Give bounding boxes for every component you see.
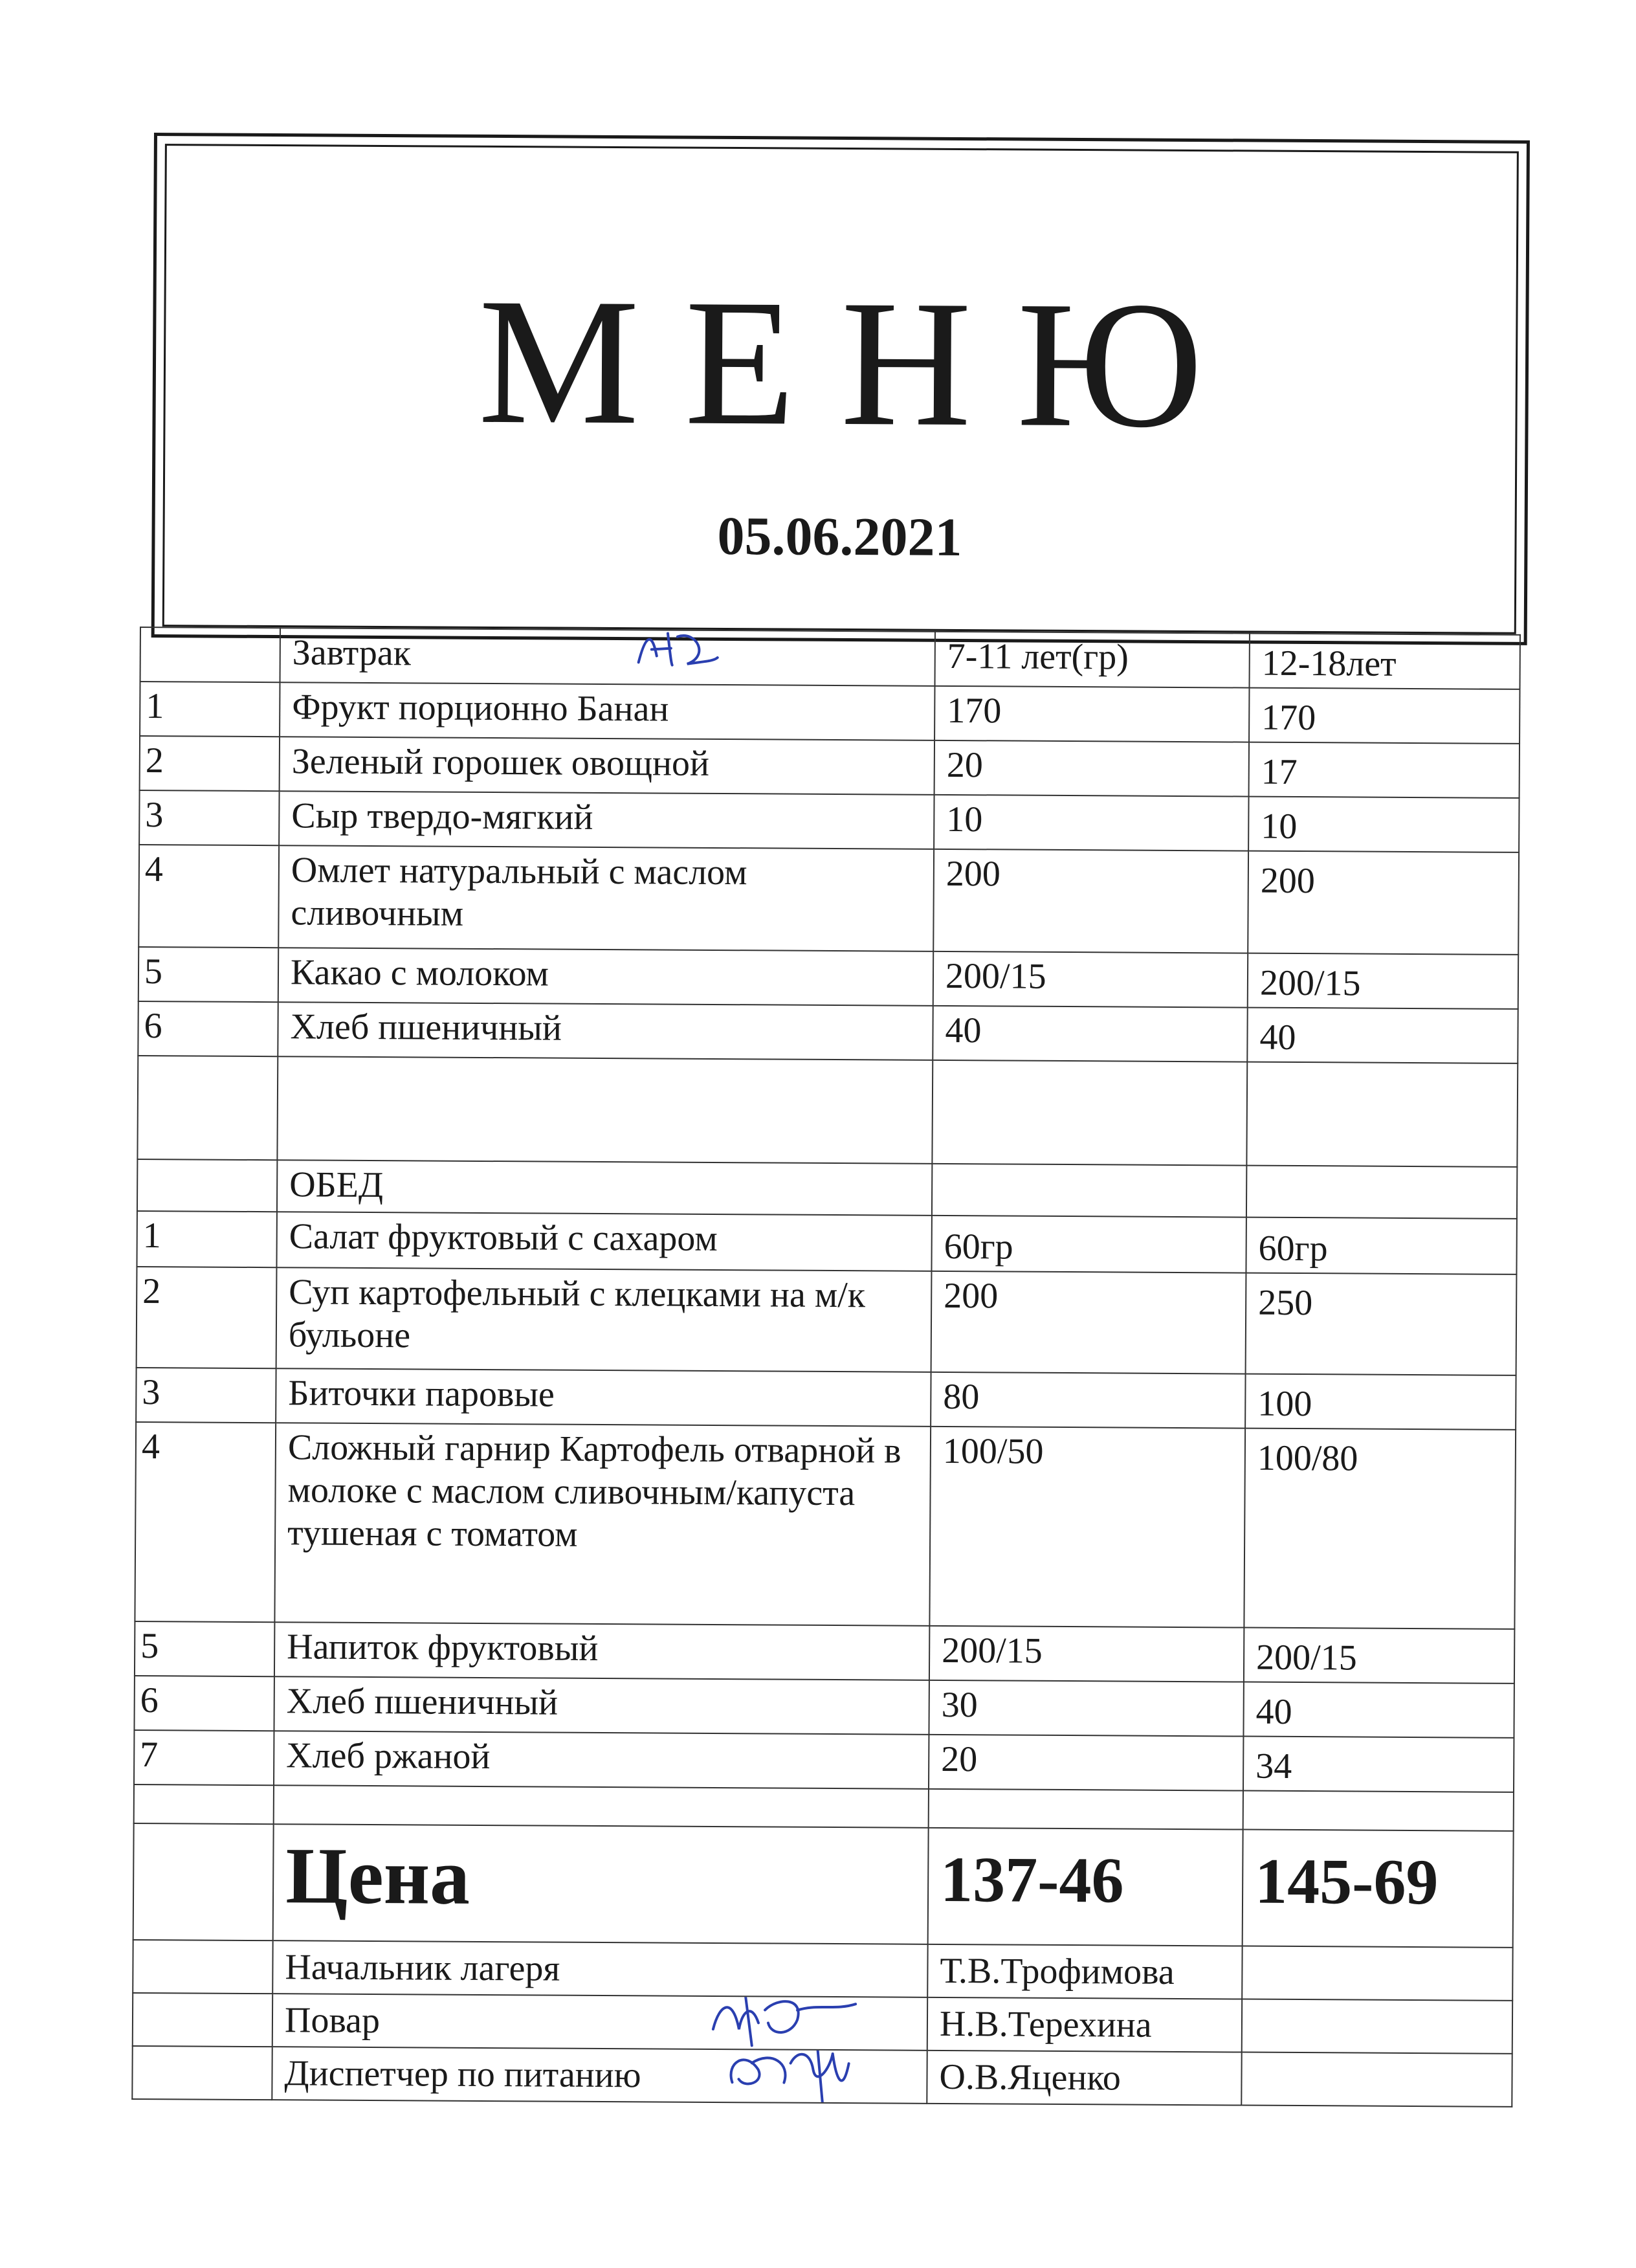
- empty-cell: [277, 1056, 933, 1164]
- portion-7-11: 60гр: [931, 1216, 1246, 1273]
- portion-7-11: 200/15: [929, 1626, 1244, 1682]
- dish-name: Биточки паровые: [276, 1368, 931, 1427]
- portion-12-18: 100/80: [1244, 1429, 1516, 1629]
- dish-name: Какао с молоком: [278, 948, 933, 1006]
- breakfast-header-row: [140, 627, 1520, 689]
- signature-role-cell: [272, 1994, 927, 2051]
- row-number: 5: [135, 1621, 274, 1676]
- dish-name: Хлеб пшеничный: [274, 1676, 929, 1735]
- portion-12-18: 170: [1249, 688, 1520, 744]
- empty-cell: [932, 1164, 1246, 1217]
- row-number: 2: [137, 1267, 277, 1368]
- table-row: [138, 845, 1519, 955]
- signature-person: Т.В.Трофимова: [927, 1944, 1242, 1999]
- empty-cell: [1243, 1791, 1514, 1831]
- dish-name: Сложный гарнир Картофель отварной в молоке с маслом сливочным/капуста тушеная с томатом: [274, 1423, 931, 1626]
- portion-7-11: 20: [934, 740, 1249, 797]
- dish-name: Фрукт порционно Банан: [280, 682, 934, 740]
- empty-cell: [1246, 1166, 1517, 1219]
- row-number: 2: [140, 736, 280, 791]
- empty-cell: [932, 1060, 1247, 1166]
- dish-name: Напиток фруктовый: [274, 1622, 929, 1680]
- empty-cell: [929, 1789, 1243, 1830]
- dish-name: Суп картофельный с клецками на м/к бульоне: [276, 1267, 932, 1372]
- portion-7-11: 40: [933, 1006, 1247, 1062]
- row-number: 1: [137, 1211, 276, 1267]
- signature-role-cell: [272, 2047, 927, 2104]
- portion-12-18: 40: [1247, 1008, 1518, 1063]
- menu-date: 05.06.2021: [717, 506, 962, 568]
- empty-cell: [133, 1940, 272, 1994]
- signature-role-wrap: [285, 1944, 560, 1992]
- empty-cell: [274, 1785, 929, 1828]
- signature-row: [133, 1993, 1512, 2054]
- portion-7-11: 170: [934, 686, 1249, 742]
- signature-role: Начальник лагеря: [285, 1947, 560, 1989]
- table-row: [135, 1621, 1514, 1684]
- portion-12-18: 100: [1245, 1374, 1516, 1430]
- empty-cell: [132, 2046, 272, 2100]
- price-12-18: 145-69: [1243, 1830, 1514, 1948]
- row-number: 7: [134, 1730, 274, 1785]
- table-row: [137, 1267, 1517, 1375]
- table-row: [138, 1001, 1518, 1063]
- row-number: 4: [135, 1422, 276, 1622]
- age-column-12-18-header: 12-18лет: [1249, 634, 1520, 689]
- dish-name: Омлет натуральный с маслом сливочным: [278, 845, 934, 951]
- signature-person: Н.В.Терехина: [927, 1997, 1242, 2052]
- empty-cell: [1242, 1946, 1512, 2001]
- empty-cell: [1242, 1999, 1512, 2054]
- page-title: МЕНЮ: [478, 260, 1249, 466]
- portion-12-18: 200/15: [1248, 953, 1518, 1009]
- dish-name: Хлеб ржаной: [274, 1731, 929, 1789]
- table-row: [140, 736, 1520, 798]
- portion-7-11: 30: [929, 1680, 1243, 1737]
- row-number: 6: [134, 1676, 274, 1731]
- menu-table: [131, 627, 1521, 2107]
- portion-7-11: 200: [931, 1271, 1246, 1374]
- price-row: [133, 1823, 1514, 1948]
- handwritten-signature-3: [719, 2047, 868, 2104]
- table-row: [137, 1211, 1516, 1274]
- portion-12-18: 17: [1249, 742, 1520, 798]
- portion-12-18: 200/15: [1244, 1628, 1514, 1684]
- row-number: 4: [138, 845, 279, 948]
- table-row: [139, 790, 1519, 852]
- table-row: [135, 1422, 1516, 1629]
- row-number: 6: [138, 1001, 278, 1056]
- dish-name: Хлеб пшеничный: [278, 1002, 933, 1060]
- portion-7-11: 10: [934, 795, 1248, 851]
- portion-12-18: 250: [1246, 1273, 1517, 1375]
- portion-12-18: 10: [1248, 797, 1519, 852]
- portion-12-18: 34: [1243, 1737, 1514, 1792]
- signature-role: Диспетчер по питанию: [284, 2053, 641, 2096]
- age-column-7-11-header: 7-11 лет(гр): [935, 632, 1250, 688]
- row-number: 3: [139, 790, 279, 845]
- portion-7-11: 200: [933, 849, 1248, 953]
- signature-role-cell: [272, 1940, 927, 1997]
- empty-cell: [1246, 1062, 1518, 1167]
- empty-cell: [134, 1784, 274, 1824]
- table-row: [134, 1730, 1514, 1792]
- portion-7-11: 100/50: [929, 1427, 1245, 1628]
- table-row: [134, 1676, 1514, 1738]
- row-number: 1: [140, 682, 280, 737]
- portion-12-18: 60гр: [1246, 1217, 1516, 1274]
- table-row: [138, 947, 1518, 1009]
- lunch-header-row: [137, 1159, 1517, 1219]
- breakfast-section-title: Завтрак: [280, 628, 935, 686]
- portion-12-18: 200: [1248, 851, 1519, 955]
- empty-row: [137, 1056, 1518, 1167]
- row-number: 3: [136, 1368, 276, 1423]
- empty-cell: [137, 1056, 278, 1160]
- table-row: [140, 682, 1520, 744]
- signature-row: [133, 1940, 1512, 2001]
- empty-cell: [133, 1823, 274, 1940]
- price-7-11: 137-46: [928, 1828, 1243, 1946]
- portion-7-11: 200/15: [933, 951, 1248, 1008]
- portion-7-11: 20: [929, 1735, 1243, 1791]
- empty-cell: [1241, 2052, 1512, 2107]
- table-row: [136, 1368, 1516, 1430]
- dish-name: Салат фруктовый с сахаром: [276, 1212, 931, 1271]
- lunch-section-title: ОБЕД: [277, 1160, 932, 1216]
- title-box: [151, 133, 1530, 645]
- portion-7-11: 80: [931, 1372, 1245, 1429]
- empty-cell: [133, 1993, 272, 2047]
- signature-person: О.В.Яценко: [927, 2051, 1241, 2106]
- signature-role: Повар: [284, 2000, 381, 2041]
- portion-12-18: 40: [1243, 1682, 1514, 1738]
- handwritten-signature-2: [707, 1994, 863, 2051]
- signature-row: [132, 2046, 1512, 2107]
- dish-name: Зеленый горошек овощной: [280, 737, 934, 795]
- row-number: 5: [138, 947, 278, 1002]
- empty-cell: [137, 1159, 277, 1212]
- price-label: Цена: [273, 1824, 929, 1944]
- header-num-cell: [140, 627, 280, 682]
- dish-name: Сыр твердо-мягкий: [279, 791, 934, 849]
